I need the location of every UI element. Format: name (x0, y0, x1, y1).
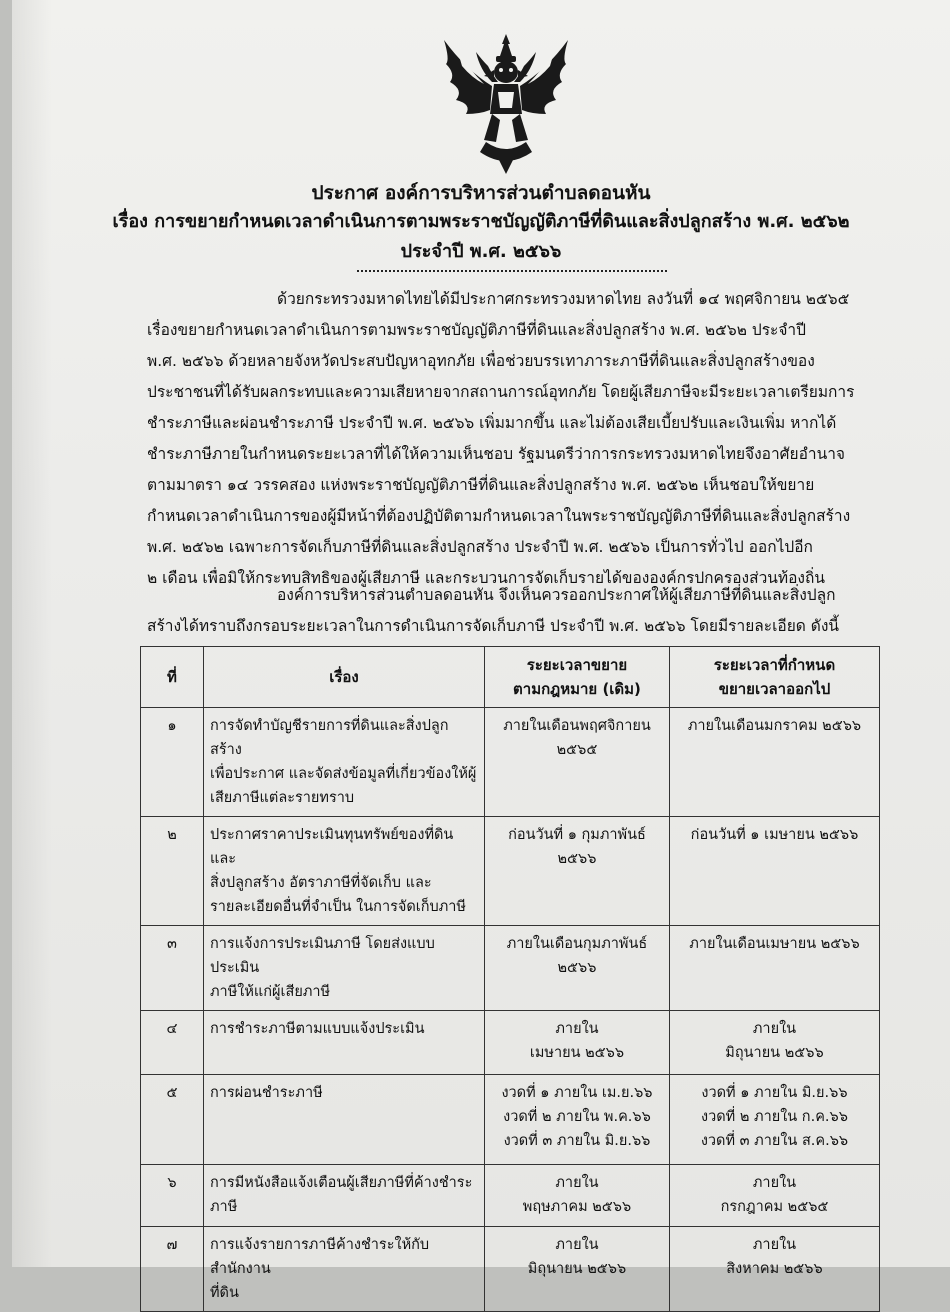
row-subject-line: การชำระภาษีตามแบบแจ้งประเมิน (210, 1021, 425, 1037)
announcement-subject: เรื่อง การขยายกำหนดเวลาดำเนินการตามพระราชบัญญัติภาษีที่ดินและสิ่งปลูกสร้าง พ.ศ. ๒๕๖๒ (112, 211, 850, 232)
header-extended-line-1: ระยะเวลาที่กำหนด (713, 656, 836, 674)
row-subject (204, 817, 485, 926)
row-original-period-line: ภายใน (555, 1237, 599, 1253)
paragraph-line: สร้างได้ทราบถึงกรอบระยะเวลาในการดำเนินการจัดเก็บภาษี ประจำปี พ.ศ. ๒๕๖๖ โดยมีรายละเอียด ดังนี้ (147, 617, 840, 635)
table-row (141, 1011, 880, 1075)
paragraph-line: องค์การบริหารส่วนตำบลดอนหัน จึงเห็นควรออกประกาศให้ผู้เสียภาษีที่ดินและสิ่งปลูก (277, 586, 836, 604)
table-row (141, 708, 880, 817)
paragraph-line: ๒ เดือน เพื่อมิให้กระทบสิทธิของผู้เสียภาษี และกระบวนการจัดเก็บรายได้ขององค์กรปกครองส่วนท้องถิ่น (147, 569, 825, 587)
row-extended-period-line: งวดที่ ๓ ภายใน ส.ค.๖๖ (700, 1133, 849, 1149)
row-subject (204, 708, 485, 817)
row-extended-period-line: งวดที่ ๒ ภายใน ก.ค.๖๖ (701, 1109, 848, 1125)
table-row (141, 817, 880, 926)
announcement-year: ประจำปี พ.ศ. ๒๕๖๖ (400, 241, 562, 262)
row-subject-line: รายละเอียดอื่นที่จำเป็น ในการจัดเก็บภาษี (210, 899, 466, 915)
row-original-period-line: พฤษภาคม ๒๕๖๖ (522, 1199, 632, 1215)
row-original-period (485, 1011, 670, 1075)
row-subject-line: การผ่อนชำระภาษี (210, 1085, 323, 1101)
schedule-table (140, 646, 880, 1312)
table-header-row (141, 647, 880, 708)
row-original-period (485, 817, 670, 926)
table-row (141, 1227, 880, 1312)
paragraph-line: ชำระภาษีภายในกำหนดระยะเวลาที่ได้ให้ความเห็นชอบ รัฐมนตรีว่าการกระทรวงมหาดไทยจึงอาศัยอำนาจ (147, 445, 845, 463)
row-subject-line: ประกาศราคาประเมินทุนทรัพย์ของที่ดินและ (210, 827, 454, 867)
header-number: ที่ (141, 647, 204, 708)
row-number: ๖ (141, 1165, 204, 1227)
row-subject-line: การจัดทำบัญชีรายการที่ดินและสิ่งปลูกสร้าง (210, 718, 449, 758)
row-original-period-line: ๒๕๖๖ (557, 960, 597, 976)
row-subject (204, 1075, 485, 1165)
row-extended-period-line: ก่อนวันที่ ๑ เมษายน ๒๕๖๖ (690, 827, 859, 843)
row-number: ๑ (141, 708, 204, 817)
row-original-period (485, 1227, 670, 1312)
announcement-title: ประกาศ องค์การบริหารส่วนตำบลดอนหัน (311, 182, 651, 204)
paragraph-line: ด้วยกระทรวงมหาดไทยได้มีประกาศกระทรวงมหาดไทย ลงวันที่ ๑๔ พฤศจิกายน ๒๕๖๕ (277, 290, 850, 308)
row-subject (204, 1165, 485, 1227)
paragraph-line: พ.ศ. ๒๕๖๖ ด้วยหลายจังหวัดประสบปัญหาอุทกภัย เพื่อช่วยบรรเทาภาระภาษีที่ดินและสิ่งปลูกสร้างของ (147, 352, 815, 370)
row-subject-line: การแจ้งการประเมินภาษี โดยส่งแบบประเมิน (210, 936, 435, 976)
row-extended-period-line: สิงหาคม ๒๕๖๖ (726, 1261, 823, 1277)
row-subject (204, 1227, 485, 1312)
row-subject-line: การมีหนังสือแจ้งเตือนผู้เสียภาษีที่ค้างชำระ (210, 1175, 473, 1191)
header-original-period (485, 647, 670, 708)
row-original-period-line: งวดที่ ๒ ภายใน พ.ค.๖๖ (503, 1109, 651, 1125)
row-extended-period-line: กรกฎาคม ๒๕๖๕ (720, 1199, 829, 1215)
dotted-separator (357, 262, 667, 272)
row-extended-period (669, 817, 879, 926)
row-extended-period-line: ภายใน (752, 1021, 797, 1037)
row-extended-period-line: ภายใน (752, 1175, 797, 1191)
row-extended-period (669, 1011, 879, 1075)
document-page (12, 0, 950, 1301)
row-subject-line: สิ่งปลูกสร้าง อัตราภาษีที่จัดเก็บ และ (210, 875, 432, 891)
row-original-period-line: ก่อนวันที่ ๑ กุมภาพันธ์ (508, 827, 646, 843)
row-extended-period-line: ภายในเดือนเมษายน ๒๕๖๖ (689, 936, 860, 952)
paragraph-2 (147, 580, 882, 642)
row-extended-period (669, 708, 879, 817)
row-extended-period-line: งวดที่ ๑ ภายใน มิ.ย.๖๖ (701, 1085, 848, 1101)
row-original-period-line: ๒๕๖๕ (556, 742, 598, 758)
row-original-period-line: ภายใน (555, 1175, 599, 1191)
row-original-period (485, 1165, 670, 1227)
row-subject-line: เสียภาษีแต่ละรายทราบ (210, 790, 355, 806)
header-extended-period (669, 647, 879, 708)
row-extended-period-line: มิถุนายน ๒๕๖๖ (725, 1045, 824, 1061)
row-number: ๔ (141, 1011, 204, 1075)
paragraph-line: กำหนดเวลาดำเนินการของผู้มีหน้าที่ต้องปฏิบัติตามกำหนดเวลาในพระราชบัญญัติภาษีที่ดินและสิ่งปลูกสร้าง (147, 507, 851, 525)
table-row (141, 1075, 880, 1165)
table-row (141, 926, 880, 1011)
row-subject-line: ที่ดิน (210, 1285, 239, 1301)
row-subject-line: ภาษีให้แก่ผู้เสียภาษี (210, 984, 331, 1000)
row-original-period (485, 708, 670, 817)
row-original-period-line: ภายในเดือนพฤศจิกายน (503, 718, 651, 734)
row-extended-period (669, 1227, 879, 1312)
row-original-period-line: มิถุนายน ๒๕๖๖ (527, 1261, 627, 1277)
paragraph-line: เรื่องขยายกำหนดเวลาดำเนินการตามพระราชบัญญัติภาษีที่ดินและสิ่งปลูกสร้าง พ.ศ. ๒๕๖๒ ประจำปี (147, 321, 806, 339)
row-original-period-line: งวดที่ ๓ ภายใน มิ.ย.๖๖ (503, 1133, 651, 1149)
header-extended-line-2: ขยายเวลาออกไป (718, 680, 831, 698)
row-original-period-line: งวดที่ ๑ ภายใน เม.ย.๖๖ (501, 1085, 653, 1101)
row-original-period-line: ๒๕๖๖ (557, 851, 597, 867)
header-original-line-2: ตามกฎหมาย (เดิม) (513, 680, 641, 698)
garuda-emblem-icon (436, 30, 576, 175)
row-extended-period (669, 1075, 879, 1165)
row-original-period-line: ภายใน (555, 1021, 599, 1037)
row-subject (204, 1011, 485, 1075)
row-number: ๕ (141, 1075, 204, 1165)
row-number: ๓ (141, 926, 204, 1011)
table-row (141, 1165, 880, 1227)
header-original-line-1: ระยะเวลาขยาย (526, 656, 628, 674)
row-extended-period (669, 1165, 879, 1227)
header-subject: เรื่อง (204, 647, 485, 708)
row-original-period-line: ภายในเดือนกุมภาพันธ์ (506, 936, 648, 952)
row-original-period-line: เมษายน ๒๕๖๖ (529, 1045, 625, 1061)
row-subject (204, 926, 485, 1011)
row-original-period (485, 1075, 670, 1165)
row-original-period (485, 926, 670, 1011)
table-body (141, 708, 880, 1312)
paragraph-line: ประชาชนที่ได้รับผลกระทบและความเสียหายจากสถานการณ์อุทกภัย โดยผู้เสียภาษีจะมีระยะเวลาเตรียมการ (147, 383, 855, 401)
row-subject-line: เพื่อประกาศ และจัดส่งข้อมูลที่เกี่ยวข้องให้ผู้ (210, 766, 477, 782)
row-number: ๗ (141, 1227, 204, 1312)
row-extended-period (669, 926, 879, 1011)
row-number: ๒ (141, 817, 204, 926)
row-subject-line: การแจ้งรายการภาษีค้างชำระให้กับสำนักงาน (210, 1237, 430, 1277)
paragraph-line: ชำระภาษีและผ่อนชำระภาษี ประจำปี พ.ศ. ๒๕๖๖ เพิ่มมากขึ้น และไม่ต้องเสียเบี้ยปรับและเงินเพิ่ม หากได้ (147, 414, 837, 432)
paragraph-line: ตามมาตรา ๑๔ วรรคสอง แห่งพระราชบัญญัติภาษีที่ดินและสิ่งปลูกสร้าง พ.ศ. ๒๕๖๒ เห็นชอบให้ขยาย (147, 476, 815, 494)
paragraph-1 (147, 284, 882, 594)
row-extended-period-line: ภายในเดือนมกราคม ๒๕๖๖ (687, 718, 862, 734)
row-extended-period-line: ภายใน (752, 1237, 797, 1253)
paragraph-line: พ.ศ. ๒๕๖๒ เฉพาะการจัดเก็บภาษีที่ดินและสิ่งปลูกสร้าง ประจำปี พ.ศ. ๒๕๖๖ เป็นการทั่วไป ออกไปอีก (147, 538, 813, 556)
row-subject-line: ภาษี (210, 1199, 238, 1215)
